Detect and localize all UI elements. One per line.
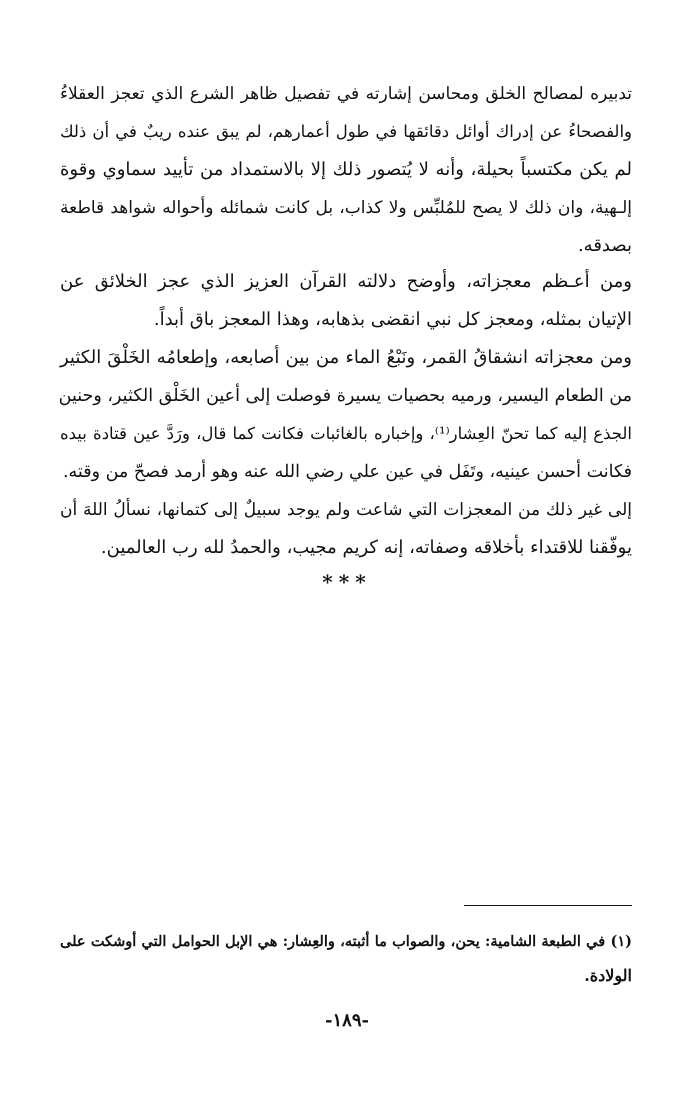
paragraph-3 xyxy=(60,339,632,491)
text-line: إلى غير ذلك من المعجزات التي شاعت ولم يوجد سبيلٌ إلى كتمانها، نسألُ اللهَ أن xyxy=(60,500,632,520)
paragraph-4 xyxy=(60,491,632,567)
text-line: لم يكن مكتسباً بحيلة، وأنه لا يُتصور ذلك إلا بالاستمداد من تأييد سماوي وقوة xyxy=(60,159,632,180)
text-line: يوفّقنا للاقتداء بأخلاقه وصفاته، إنه كريم مجيب، والحمدُ لله رب العالمين. xyxy=(100,537,632,558)
footnote xyxy=(60,925,632,993)
page-number: -١٨٩- xyxy=(325,1010,369,1031)
footnote-line: الولادة. xyxy=(584,966,632,985)
paragraph-2 xyxy=(60,263,632,339)
text-line: والفصحاءُ عن إدراك أوائل دقائقها في طول أعمارهم، لم يبق عنده ريبٌ في أن ذلك xyxy=(60,122,632,141)
text-line: تدبيره لمصالح الخلق ومحاسن إشارته في تفصيل ظاهر الشرع الذي تعجز العقلاءُ xyxy=(60,84,632,104)
text-line: فكانت أحسن عينيه، وتَفَل في عين علي رضي الله عنه وهو أرمد فصحّ من وقته. xyxy=(62,462,632,482)
text-line: الجذع إليه كما تحنّ العِشار⁽¹⁾، وإخباره بالغائبات فكانت كما قال، ورَدَّ عين قتادة بيده xyxy=(60,424,633,443)
text-line: ومن معجزاته انشقاقُ القمر، ونَبْعُ الماء من بين أصابعه، وإطعامُه الخَلْقَ الكثير xyxy=(60,347,632,368)
footnote-rule xyxy=(464,905,632,906)
paragraph-1 xyxy=(60,75,632,265)
text-line: من الطعام اليسير، ورميه بحصيات يسيرة فوصلت إلى أعين الخَلْق الكثير، وحنين xyxy=(58,386,632,406)
text-line: إلـهية، وان ذلك لا يصح للمُلبِّس ولا كذاب، بل كانت شمائله وأحواله شواهد قاطعة xyxy=(60,198,632,218)
footnote-line: (١) في الطبعة الشامية: يحن، والصواب ما أثبته، والعِشار: هي الإبل الحوامل التي أوشكت على xyxy=(60,933,632,950)
text-line: بصدقه. xyxy=(577,235,632,256)
text-line: الإتيان بمثله، ومعجز كل نبي انقضى بذهابه، وهذا المعجز باق أبداً. xyxy=(153,309,632,330)
text-line: ومن أعـظم معجزاته، وأوضح دلالته القرآن العزيز الذي عجز الخلائق عن xyxy=(60,271,632,292)
section-separator: *** xyxy=(322,570,372,594)
